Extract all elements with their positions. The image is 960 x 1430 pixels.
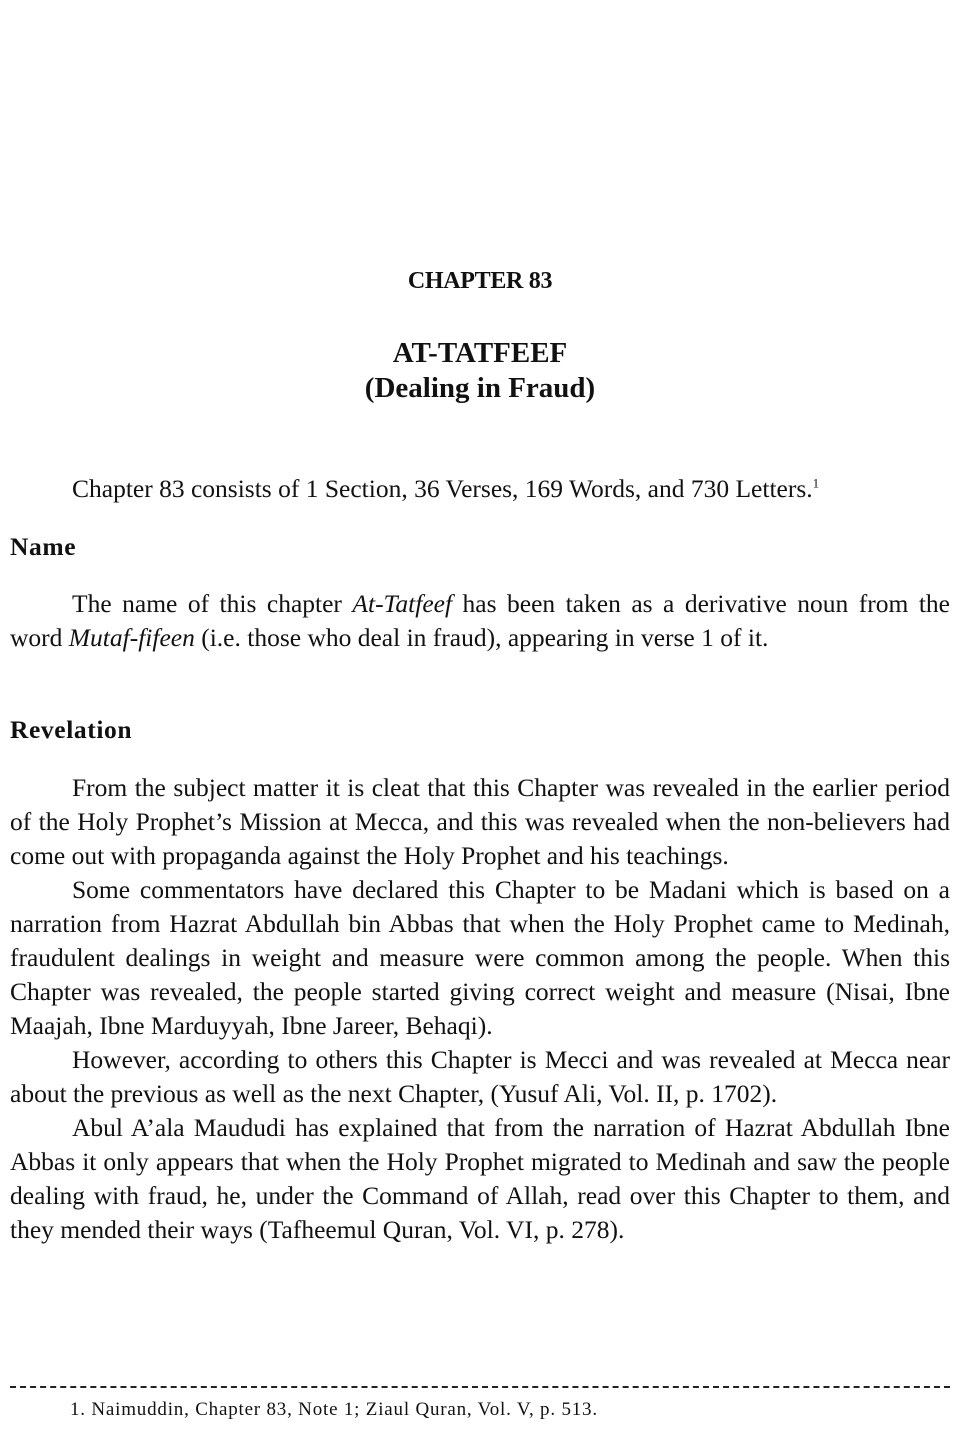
revelation-paragraph: However, according to others this Chapter is Mecci and was revealed at Mecca near about the previous as well as the next Chapter, (Yusuf Ali, Vol. II, p. 1702).	[10, 1045, 950, 1108]
revelation-paragraph: Some commentators have declared this Chapter to be Madani which is based on a narration from Hazrat Abdullah bin Abbas that when the Holy Prophet came to Medinah, fraudulent dealings in weight and measure were common among the people. When this Chapter was revealed, the people started giving correct weight and measure (Nisai, Ibne Maajah, Ibne Marduyyah, Ibne Jareer, Behaqi).	[10, 875, 950, 1040]
chapter-number: CHAPTER 83	[407, 268, 553, 294]
intro-paragraph	[10, 472, 950, 506]
revelation-paragraph: Abul A’ala Maududi has explained that from the narration of Hazrat Abdullah Ibne Abbas it only appears that when the Holy Prophet migrated to Medinah and saw the people dealing with fraud, he, under the Command of Allah, read over this Chapter to them, and they mended their ways (Tafheemul Quran, Vol. VI, p. 278).	[10, 1113, 950, 1244]
intro-text: Chapter 83 consists of 1 Section, 36 Verses, 169 Words, and 730 Letters.	[72, 474, 813, 503]
section-heading-revelation: Revelation	[10, 715, 133, 744]
chapter-title-block	[10, 336, 950, 406]
name-text-middle: has been taken as a derivative noun from the word	[10, 589, 950, 652]
term-at-tatfeef: At-Tatfeef	[352, 589, 453, 618]
revelation-body	[10, 771, 950, 1247]
name-text-after: (i.e. those who deal in fraud), appearing in verse 1 of it.	[194, 623, 769, 652]
footnote: 1. Naimuddin, Chapter 83, Note 1; Ziaul Quran, Vol. V, p. 513.	[70, 1399, 598, 1420]
section-heading-name: Name	[10, 532, 77, 561]
name-paragraph	[10, 587, 950, 655]
revelation-paragraph: From the subject matter it is cleat that this Chapter was revealed in the earlier period of the Holy Prophet’s Mission at Mecca, and this was revealed when the non-believers had come out with propaganda against the Holy Prophet and his teachings.	[10, 773, 950, 870]
chapter-title: AT-TATFEEF	[392, 337, 568, 369]
term-mutaf-fifeen: Mutaf-fifeen	[68, 623, 195, 652]
footnote-ref[interactable]: 1	[812, 475, 820, 491]
footnote-divider	[10, 1386, 950, 1388]
chapter-subtitle: (Dealing in Fraud)	[364, 372, 596, 404]
name-text-before: The name of this chapter	[72, 589, 353, 618]
